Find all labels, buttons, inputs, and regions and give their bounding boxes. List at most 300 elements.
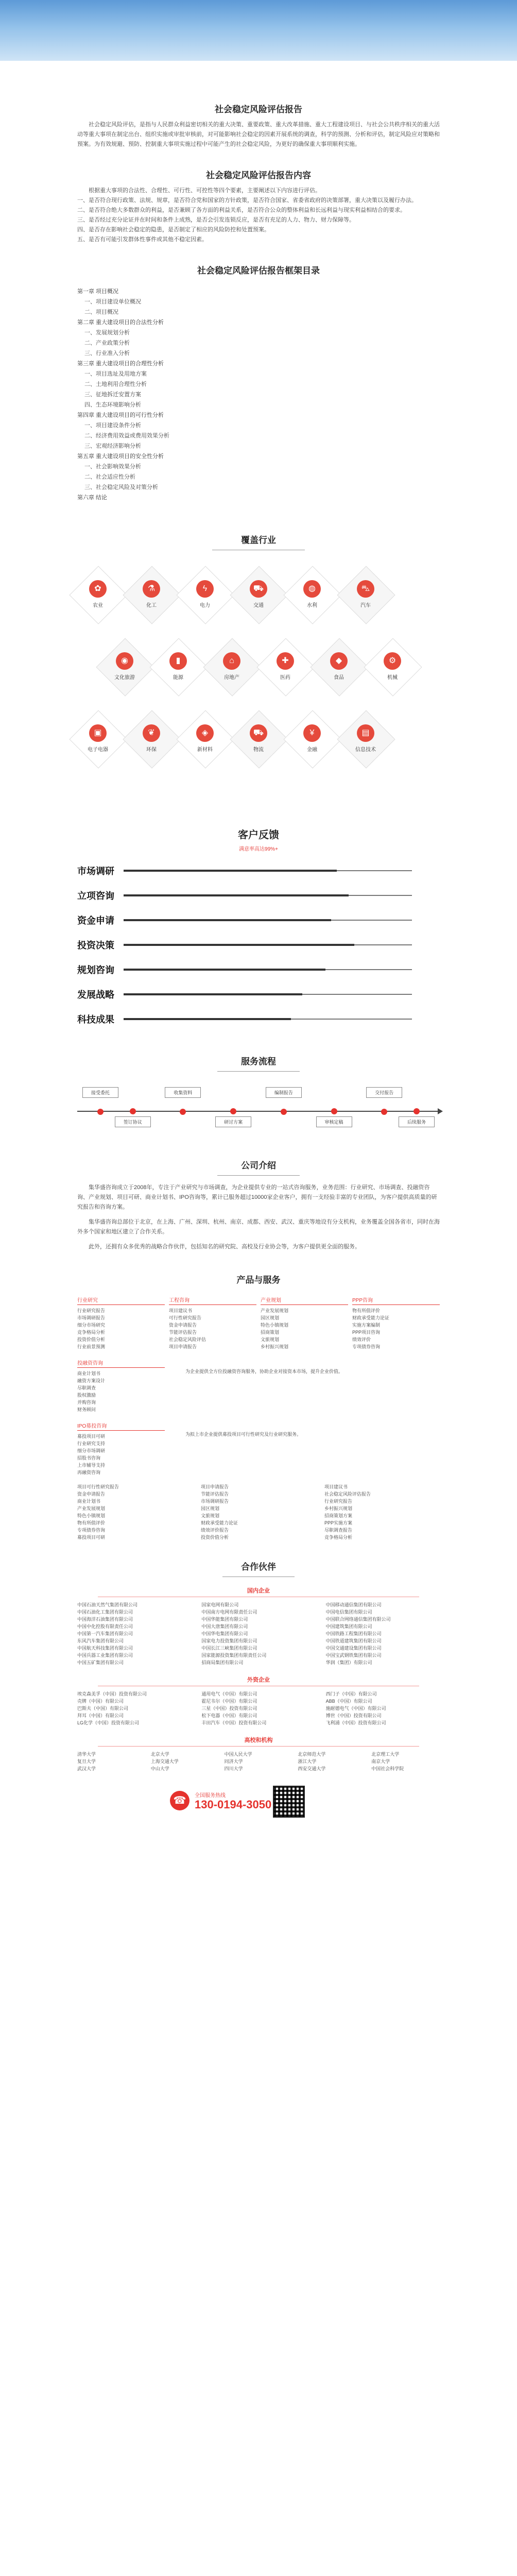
product-item[interactable]: PPP项目咨询 (352, 1330, 381, 1335)
outline-item: 第三章 重大建设项目的合理性分析 (77, 361, 164, 367)
product-grid-item[interactable]: 行业研究报告 (324, 1499, 353, 1504)
product-column (169, 1296, 256, 1350)
coverage-label: 能源 (173, 675, 183, 681)
partner-item: 壳牌（中国）有限公司 (77, 1699, 124, 1704)
flow-step-label: 接受委托 (82, 1087, 118, 1098)
product-item[interactable]: 节能评估报告 (169, 1330, 197, 1335)
feedback-bars (77, 858, 440, 1031)
content-lead: 根据重大事项的合法性、合理性、可行性、可控性等四个要素，主要阐述以下内容进行评估。 (89, 188, 321, 194)
product-grid-item[interactable]: 竞争格局分析 (324, 1535, 353, 1540)
coverage-label: 房地产 (224, 675, 239, 681)
product-item[interactable]: 股权激励 (77, 1393, 96, 1398)
coverage-label: 食品 (334, 675, 344, 681)
coverage-tile[interactable] (337, 724, 394, 753)
domestic-partners (77, 1601, 440, 1666)
product-column (261, 1296, 348, 1350)
product-grid-item[interactable]: 资金申请报告 (77, 1492, 106, 1497)
coverage-tile[interactable] (364, 652, 421, 681)
product-grid-item[interactable]: 财政承受能力论证 (201, 1520, 238, 1526)
product-grid-item[interactable]: 尽职调查报告 (324, 1528, 353, 1533)
coverage-label: 农业 (93, 603, 103, 608)
feedback-fill (124, 919, 331, 921)
product-item[interactable]: 尽职调查 (77, 1385, 96, 1391)
product-grid-item[interactable]: PPP实施方案 (324, 1520, 353, 1526)
partner-item: 施耐德电气（中国）有限公司 (325, 1706, 386, 1711)
feedback-label: 市场调研 (77, 866, 114, 876)
flow-step-label: 研讨方案 (215, 1116, 251, 1127)
flow-dot (331, 1108, 337, 1114)
feedback-row (77, 982, 440, 1007)
flow-step (215, 1119, 251, 1127)
coverage-tile[interactable] (230, 724, 287, 753)
outline-item: 二、土地利用合理性分析 (84, 381, 147, 387)
partner-item: 中国第一汽车集团有限公司 (77, 1631, 133, 1636)
coverage-label: 物流 (253, 747, 264, 753)
product-grid-item[interactable]: 园区规划 (201, 1506, 220, 1511)
flow-step-label: 后续服务 (399, 1116, 435, 1127)
phone-icon: ☎ (170, 1791, 189, 1810)
cross-icon: ✚ (277, 652, 294, 670)
product-grid-item[interactable]: 物有所值评价 (77, 1520, 106, 1526)
coverage-label: 机械 (387, 675, 398, 681)
product-grid-item[interactable]: 招商策划方案 (324, 1513, 353, 1518)
flow-dot (230, 1108, 236, 1114)
partner-item: 三星（中国）投资有限公司 (201, 1706, 257, 1711)
product-item[interactable]: 文旅规划 (261, 1337, 280, 1342)
coverage-tile[interactable] (311, 652, 367, 681)
building-icon: ⌂ (223, 652, 240, 670)
flow-dot (180, 1109, 186, 1115)
product-group-desc: 为拟上市企业提供募投项目可行性研究及行业研究服务。 (185, 1432, 302, 1437)
truck-icon: ⛟ (250, 724, 267, 742)
outline-item: 一、项目建设单位概况 (84, 299, 141, 305)
product-group (77, 1359, 440, 1413)
product-item[interactable]: 招商策划 (261, 1330, 280, 1335)
partners-title: 合作伙伴 (241, 1562, 276, 1572)
flow-dot (130, 1108, 136, 1114)
food-icon: ◆ (330, 652, 348, 670)
product-grid-item[interactable]: 绩效评价报告 (201, 1528, 229, 1533)
outline-item: 三、社会稳定风险及对策分析 (84, 484, 158, 490)
partner-item: 中国中化控股有限责任公司 (77, 1624, 133, 1629)
report-intro: 社会稳定风险评估，是指与人民群众利益密切相关的重大决策、重要政策、重大改革措施、重大工程建设项目、与社会公共秩序相关的重大活动等重大事项在制定出台、组织实施或审批审核前，对可能影响社会稳定的因素开展系统的调查，科学的预测、分析和评估，制定风险应对策略和预案。为有效规避、预防、控制重大事项实施过程中可能产生的社会稳定风险，为更好的确保重大事项顺利实施。 (77, 122, 440, 147)
company-title: 公司介绍 (241, 1161, 276, 1171)
coverage-tile[interactable] (337, 580, 394, 608)
top-banner (0, 0, 517, 61)
coverage-tile[interactable] (123, 580, 180, 608)
monitor-icon: ▤ (357, 724, 374, 742)
product-item[interactable]: 物有所值评价 (352, 1308, 381, 1313)
feedback-label: 规划咨询 (77, 965, 114, 975)
partner-item: 上海交通大学 (150, 1759, 179, 1764)
partner-item: 中国南方电网有限责任公司 (201, 1609, 257, 1615)
product-item[interactable]: 可行性研究报告 (169, 1315, 202, 1320)
partner-item: 霍尼韦尔（中国）有限公司 (201, 1699, 257, 1704)
product-grid-item[interactable]: 商业计划书 (77, 1499, 101, 1504)
product-item[interactable]: 投资价值分析 (77, 1337, 106, 1342)
product-item[interactable]: 特色小镇规划 (261, 1323, 289, 1328)
product-item[interactable]: 再融资咨询 (77, 1470, 101, 1475)
product-grid-item[interactable]: 项目建议书 (324, 1484, 348, 1489)
academic-heading: 高校和机构 (244, 1737, 273, 1743)
product-item[interactable]: 行业前景预测 (77, 1344, 106, 1349)
feedback-label: 投资决策 (77, 940, 114, 951)
partner-item: 中国交通建设集团有限公司 (325, 1646, 382, 1651)
flow-step (316, 1119, 352, 1127)
coverage-tile[interactable] (123, 724, 180, 753)
feedback-row (77, 858, 440, 883)
product-column-head: 工程咨询 (169, 1296, 256, 1305)
contact-block (77, 1786, 440, 1817)
domestic-heading: 国内企业 (247, 1588, 270, 1594)
feedback-row (77, 933, 440, 957)
product-column (77, 1296, 165, 1350)
feedback-row (77, 957, 440, 982)
content-title: 社会稳定风险评估报告内容 (206, 171, 311, 180)
content-point: 四、是否存在影响社会稳定的隐患，是否制定了相应的风险防控和处置预案。 (77, 227, 270, 233)
feedback-row (77, 883, 440, 908)
outline-item: 第一章 项目概况 (77, 289, 119, 295)
partner-item: 中国华电集团有限公司 (201, 1631, 248, 1636)
product-column-head: 产业规划 (261, 1296, 348, 1305)
coverage-tile[interactable] (230, 580, 287, 608)
outline-item: 三、行业准入分析 (84, 350, 130, 357)
product-item[interactable]: 上市辅导支持 (77, 1463, 106, 1468)
flow-dot (381, 1109, 387, 1115)
product-grid-item[interactable]: 投资价值分析 (201, 1535, 229, 1540)
chip-icon: ▣ (89, 724, 107, 742)
product-item[interactable]: 项目申请报告 (169, 1344, 197, 1349)
partner-item: LG化学（中国）投资有限公司 (77, 1720, 140, 1725)
flow-step-label: 签订协议 (115, 1116, 151, 1127)
qr-code-icon[interactable] (273, 1786, 305, 1818)
leaf-icon: ❦ (143, 724, 160, 742)
feedback-track (124, 994, 412, 995)
product-group-desc: 为企业提供全方位投融资咨询服务，协助企业对接资本市场，提升企业价值。 (185, 1369, 343, 1374)
partner-item: 中国社会科学院 (371, 1766, 404, 1771)
product-item[interactable]: 财务顾问 (77, 1407, 96, 1412)
product-group-list (77, 1359, 165, 1413)
outline-list (77, 286, 440, 503)
partner-item: 国家能源投资集团有限责任公司 (201, 1653, 267, 1658)
content-point: 一、是否符合现行政策、法规、规章，是否符合党和国家的方针政策，是否符合国家、省委省政府的决策部署，重大决策以及履行办法。 (77, 197, 417, 204)
product-item[interactable]: 社会稳定风险评估 (169, 1337, 206, 1342)
outline-item: 一、项目建设条件分析 (84, 422, 141, 429)
feedback-title: 客户反馈 (238, 829, 279, 841)
foreign-heading: 外资企业 (247, 1677, 270, 1683)
outline-item: 三、宏观经济影响分析 (84, 443, 141, 449)
product-group (77, 1421, 440, 1476)
report-title: 社会稳定风险评估报告 (215, 105, 302, 114)
product-item[interactable]: 行业研究报告 (77, 1308, 106, 1313)
flow-step-label: 审核定稿 (316, 1116, 352, 1127)
outline-item: 第四章 重大建设项目的可行性分析 (77, 412, 164, 418)
coverage-title: 覆盖行业 (241, 535, 276, 545)
partner-item: 巴斯夫（中国）有限公司 (77, 1706, 129, 1711)
coverage-label: 医药 (280, 675, 290, 681)
coverage-tile[interactable] (150, 652, 206, 681)
product-item[interactable]: 园区规划 (261, 1315, 280, 1320)
partner-item: 国家电网有限公司 (201, 1602, 239, 1607)
bolt-icon: ϟ (196, 580, 214, 598)
feedback-row (77, 908, 440, 933)
partner-item: 中国石油化工集团有限公司 (77, 1609, 133, 1615)
feedback-row (77, 1007, 440, 1031)
product-item[interactable]: 行业研究支持 (77, 1441, 106, 1446)
flow-step (399, 1119, 435, 1127)
car-icon: ⛟ (250, 580, 267, 598)
partner-item: ABB（中国）有限公司 (325, 1699, 372, 1704)
flow-step (115, 1119, 151, 1127)
flow-dot (281, 1109, 287, 1115)
partner-item: 中国石油天然气集团有限公司 (77, 1602, 138, 1607)
flow-step-label: 编制报告 (266, 1087, 302, 1098)
product-grid-item[interactable]: 乡村振兴规划 (324, 1506, 353, 1511)
cube-icon: ◈ (196, 724, 214, 742)
flow-dot (97, 1109, 104, 1115)
partner-item: 中国宝武钢铁集团有限公司 (325, 1653, 382, 1658)
partner-item: 华润（集团）有限公司 (325, 1660, 372, 1665)
partner-item: 招商局集团有限公司 (201, 1660, 244, 1665)
flow-dot (413, 1108, 420, 1114)
flow-title: 服务流程 (241, 1057, 276, 1066)
product-group-list (77, 1421, 165, 1476)
product-item[interactable]: 招股书咨询 (77, 1455, 101, 1461)
feedback-fill (124, 870, 337, 872)
company-paragraph: 集华盛咨询成立于2008年，专注于产业研究与市场调查，为企业提供专业的一站式咨询服务，业务范围：行业研究、市场调查、投融资咨询、产业规划、项目可研、商业计划书、IPO咨询等，累计已服务超过10000家企业客户，拥有一支经验丰富的专业团队，为客户提供高质量的研究报告和咨询方案。 (77, 1184, 437, 1210)
coverage-tile[interactable] (257, 652, 314, 681)
partner-item: 复旦大学 (77, 1759, 96, 1764)
coverage-tile[interactable] (96, 652, 153, 681)
partner-item: 中国海洋石油集团有限公司 (77, 1617, 133, 1622)
product-grid-item[interactable]: 项目申请报告 (201, 1484, 229, 1489)
outline-item: 三、征地拆迁安置方案 (84, 392, 141, 398)
product-grid-item[interactable]: 社会稳定风险评估报告 (324, 1492, 371, 1497)
product-item[interactable]: 商业计划书 (77, 1371, 101, 1376)
product-grid-item[interactable]: 项目可行性研究报告 (77, 1484, 119, 1489)
product-item[interactable]: 细分市场研究 (77, 1323, 106, 1328)
outline-item: 二、经济费用效益或费用效果分析 (84, 433, 169, 439)
flow-divider (217, 1071, 300, 1072)
company-paragraph: 此外，还拥有众多优秀的战略合作伙伴，包括知名的研究院、高校及行业协会等，为客户提供更全面的服务。 (89, 1244, 360, 1250)
partner-item: 拜耳（中国）有限公司 (77, 1713, 124, 1718)
feedback-track (124, 944, 412, 945)
flow-step (266, 1087, 302, 1115)
outline-item: 二、产业政策分析 (84, 340, 130, 346)
partner-item: 东风汽车集团有限公司 (77, 1638, 124, 1643)
camera-icon: ◉ (116, 652, 133, 670)
coverage-label: 文化旅游 (114, 675, 135, 681)
feedback-fill (124, 894, 349, 896)
contact-label: 全国服务热线 (195, 1793, 226, 1799)
feedback-subtitle: 满意率高达99%+ (239, 846, 278, 852)
partner-item: 中国大唐集团有限公司 (201, 1624, 248, 1629)
partner-item: 中国五矿集团有限公司 (77, 1660, 124, 1665)
battery-icon: ▮ (169, 652, 187, 670)
product-column-head: PPP咨询 (352, 1296, 440, 1305)
coverage-label: 信息技术 (355, 747, 376, 753)
partner-item: 浙江大学 (298, 1759, 317, 1764)
partner-item: 中山大学 (150, 1766, 169, 1771)
flow-timeline (77, 1087, 440, 1133)
flow-step (82, 1087, 118, 1115)
product-grid-item[interactable]: 节能评估报告 (201, 1492, 229, 1497)
product-group-head: 投融资咨询 (77, 1359, 165, 1368)
outline-item: 第二章 重大建设项目的合法性分析 (77, 319, 164, 326)
partner-item: 中国联合网络通信集团有限公司 (325, 1617, 391, 1622)
product-item[interactable]: 资金申请报告 (169, 1323, 197, 1328)
partner-item: 同济大学 (224, 1759, 243, 1764)
flow-step-label: 收集资料 (165, 1087, 201, 1098)
product-column (352, 1296, 440, 1350)
product-item[interactable]: 产业发展规划 (261, 1308, 289, 1313)
feedback-label: 科技成果 (77, 1014, 114, 1025)
feedback-track (124, 920, 412, 921)
foreign-partners (77, 1690, 440, 1726)
product-grid (77, 1483, 440, 1541)
coverage-label: 交通 (253, 603, 264, 608)
content-points (77, 196, 440, 245)
partner-item: 中国建筑集团有限公司 (325, 1624, 372, 1629)
partner-item: 武汉大学 (77, 1766, 96, 1771)
product-item[interactable]: 并购咨询 (77, 1400, 96, 1405)
partner-item: 中国移动通信集团有限公司 (325, 1602, 382, 1607)
drop-icon: ◍ (303, 580, 321, 598)
partner-item: 四川大学 (224, 1766, 243, 1771)
product-grid-item[interactable]: 特色小镇规划 (77, 1513, 106, 1518)
product-grid-item[interactable]: 文旅规划 (201, 1513, 220, 1518)
partner-item: 西门子（中国）有限公司 (325, 1691, 377, 1697)
product-grid-item[interactable]: 募投项目可研 (77, 1535, 106, 1540)
flow-step (366, 1087, 402, 1115)
flow-step (165, 1087, 201, 1115)
coverage-tile[interactable] (177, 724, 233, 753)
outline-item: 第六章 结论 (77, 495, 108, 501)
coin-icon: ¥ (303, 724, 321, 742)
contact-phone[interactable]: 130-0194-3050 (195, 1798, 272, 1811)
academic-divider (98, 1746, 419, 1747)
coverage-label: 水利 (307, 603, 317, 608)
partner-item: 中国华能集团有限公司 (201, 1617, 248, 1622)
feedback-track (124, 1019, 412, 1020)
coverage-tile[interactable] (70, 724, 126, 753)
partner-item: 北京大学 (150, 1752, 169, 1757)
outline-item: 一、发展规划分析 (84, 330, 130, 336)
partner-item: 通用电气（中国）有限公司 (201, 1691, 257, 1697)
coverage-tile[interactable] (284, 724, 340, 753)
partner-item: 中国兵器工业集团有限公司 (77, 1653, 133, 1658)
product-item[interactable]: 专项债券咨询 (352, 1344, 381, 1349)
seedling-icon: ✿ (89, 580, 107, 598)
partner-item: 北京理工大学 (371, 1752, 400, 1757)
company-paragraph: 集华盛咨询总部位于北京，在上海、广州、深圳、杭州、南京、成都、西安、武汉、重庆等地设有分支机构，业务覆盖全国各省市，同时在海外多个国家和地区建立了合作关系。 (77, 1219, 440, 1235)
product-item[interactable]: 融资方案设计 (77, 1378, 106, 1383)
content-point: 五、是否有可能引发群体性事件或其他不稳定因素。 (77, 236, 208, 243)
content-point: 二、是否符合绝大多数群众的利益，是否兼顾了各方面的利益关系，是否符合公众的整体利益和长远利益与现实利益相结合的要求。 (77, 207, 406, 213)
partner-item: 中国铁道建筑集团有限公司 (325, 1638, 382, 1643)
coverage-tile[interactable] (284, 580, 340, 608)
coverage-label: 电子电器 (88, 747, 108, 753)
product-item[interactable]: 市场调研报告 (77, 1315, 106, 1320)
coverage-label: 新材料 (197, 747, 213, 753)
coverage-tile[interactable] (203, 652, 260, 681)
product-grid-item[interactable]: 专项债券咨询 (77, 1528, 106, 1533)
partner-item: 国家电力投资集团有限公司 (201, 1638, 257, 1643)
feedback-label: 立项咨询 (77, 891, 114, 901)
outline-title: 社会稳定风险评估报告框架目录 (197, 266, 320, 276)
outline-item: 二、社会适应性分析 (84, 474, 135, 480)
content-point: 三、是否经过充分论证并在时间和条件上成熟，是否会引发连锁反应，是否有充足的人力、物力、财力保障等。 (77, 217, 355, 223)
feedback-fill (124, 969, 325, 971)
product-columns (77, 1296, 440, 1350)
academic-partners (77, 1751, 440, 1772)
company-divider (217, 1175, 300, 1176)
coverage-label: 电力 (200, 603, 210, 608)
product-item[interactable]: 财政承受能力论证 (352, 1315, 390, 1320)
feedback-track (124, 870, 412, 871)
partner-item: 博世（中国）投资有限公司 (325, 1713, 382, 1718)
product-item[interactable]: 项目建议书 (169, 1308, 193, 1313)
product-item[interactable]: 竞争格局分析 (77, 1330, 106, 1335)
partner-item: 中国长江三峡集团有限公司 (201, 1646, 257, 1651)
product-item[interactable]: 细分市场调研 (77, 1448, 106, 1453)
partner-item: 中国人民大学 (224, 1752, 252, 1757)
flow-step-label: 交付报告 (366, 1087, 402, 1098)
product-groups (77, 1359, 440, 1476)
main-content (77, 61, 440, 1817)
car-front-icon: ⛍ (357, 580, 374, 598)
coverage-tile[interactable] (177, 580, 233, 608)
partner-item: 南京大学 (371, 1759, 390, 1764)
products-title: 产品与服务 (236, 1275, 281, 1285)
outline-item: 第五章 重大建设项目的安全性分析 (77, 453, 164, 460)
partner-item: 松下电器（中国）有限公司 (201, 1713, 257, 1718)
product-item[interactable]: 乡村振兴规划 (261, 1344, 289, 1349)
feedback-label: 资金申请 (77, 916, 114, 926)
product-grid-item[interactable]: 产业发展规划 (77, 1506, 106, 1511)
feedback-fill (124, 1018, 291, 1020)
coverage-label: 化工 (146, 603, 157, 608)
partner-item: 埃克森美孚（中国）投资有限公司 (77, 1691, 147, 1697)
partner-item: 西安交通大学 (298, 1766, 326, 1771)
gear-icon: ⚙ (384, 652, 401, 670)
outline-item: 一、项目选址及用地方案 (84, 371, 147, 377)
outline-item: 一、社会影响效果分析 (84, 464, 141, 470)
partner-item: 清华大学 (77, 1752, 96, 1757)
coverage-label: 汽车 (360, 603, 371, 608)
product-grid-item[interactable]: 市场调研报告 (201, 1499, 229, 1504)
coverage-tile[interactable] (70, 580, 126, 608)
partner-item: 中国铁路工程集团有限公司 (325, 1631, 382, 1636)
feedback-fill (124, 944, 354, 946)
coverage-label: 环保 (146, 747, 157, 753)
product-column-head: 行业研究 (77, 1296, 165, 1305)
outline-item: 四、生态环境影响分析 (84, 402, 141, 408)
partner-item: 中国航天科技集团有限公司 (77, 1646, 133, 1651)
feedback-track (124, 969, 412, 970)
product-item[interactable]: 实施方案编制 (352, 1323, 381, 1328)
product-item[interactable]: 绩效评价 (352, 1337, 371, 1342)
feedback-track (124, 895, 412, 896)
feedback-label: 发展战略 (77, 990, 114, 1000)
outline-item: 二、项目概况 (84, 309, 118, 315)
coverage-label: 金融 (307, 747, 317, 753)
product-item[interactable]: 募投项目可研 (77, 1434, 106, 1439)
partner-item: 飞利浦（中国）投资有限公司 (325, 1720, 386, 1725)
flask-icon: ⚗ (143, 580, 160, 598)
partner-item: 中国电信集团有限公司 (325, 1609, 372, 1615)
coverage-grid (77, 553, 440, 806)
